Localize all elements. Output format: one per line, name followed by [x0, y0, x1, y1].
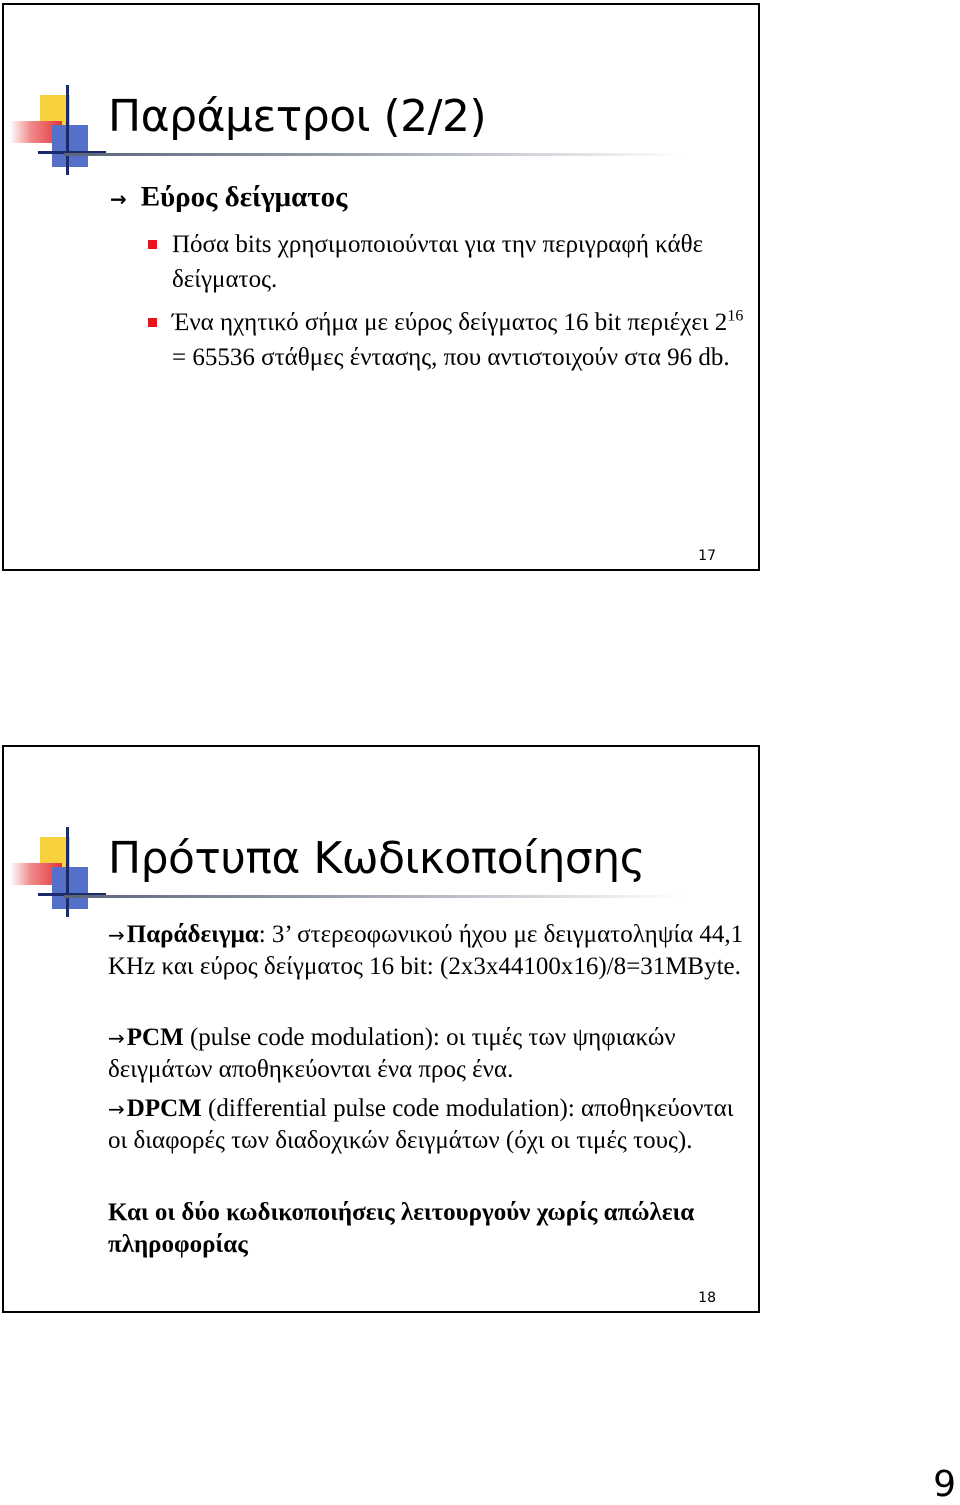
arrow-icon: →	[108, 1097, 125, 1121]
bullet-text-post: = 65536 στάθμες έντασης, που αντιστοιχούν στα 96 db.	[172, 344, 730, 371]
paragraph-text: (differential pulse code modulation): αποθηκεύονται οι διαφορές των διαδοχικών δειγμάτων (όχι οι τιμές τους).	[108, 1095, 734, 1154]
paragraph-label: Παράδειγμα	[126, 921, 259, 948]
paragraph-dpcm	[108, 1093, 748, 1157]
bullet-text-pre: Ένα ηχητικό σήμα με εύρος δείγματος 16 bit περιέχει 2	[172, 309, 728, 336]
arrow-icon: →	[108, 923, 125, 947]
slide-logo-icon	[10, 85, 110, 185]
section-heading	[110, 181, 347, 214]
paragraph-label: DPCM	[126, 1095, 202, 1122]
slide-17	[2, 3, 760, 571]
conclusion-text: Και οι δύο κωδικοποιήσεις λειτουργούν χωρίς απώλεια πληροφορίας	[108, 1199, 695, 1258]
page-number: 18	[698, 1290, 716, 1306]
bullet-list	[148, 227, 748, 383]
exponent: 16	[727, 307, 744, 325]
slide-18	[2, 745, 760, 1313]
page-number: 17	[698, 548, 716, 564]
arrow-icon: →	[110, 187, 127, 211]
heading-text: Εύρος δείγματος	[140, 181, 348, 213]
paragraph-example	[108, 919, 748, 983]
slide-logo-icon	[10, 827, 110, 927]
paragraph-text: (pulse code modulation): οι τιμές των ψηφιακών δειγμάτων αποθηκεύονται ένα προς ένα.	[108, 1024, 676, 1083]
paragraph-pcm	[108, 1022, 748, 1086]
red-square-bullet-icon	[148, 240, 157, 249]
slide-title: Παράμετροι (2/2)	[108, 91, 487, 142]
sheet-number: 9	[933, 1464, 956, 1505]
list-item	[148, 227, 748, 297]
arrow-icon: →	[108, 1026, 125, 1050]
paragraph-label: PCM	[126, 1024, 184, 1051]
bullet-text: Πόσα bits χρησιμοποιούνται για την περιγραφή κάθε δείγματος.	[172, 231, 704, 293]
paragraph-text: : 3’ στερεοφωνικού ήχου με δειγματοληψία 44,1 KHz και εύρος δείγματος 16 bit: (2x3x44100x16)/8=31MByte.	[108, 921, 744, 980]
red-square-bullet-icon	[148, 318, 157, 327]
list-item	[148, 305, 748, 375]
slide-title: Πρότυπα Κωδικοποίησης	[108, 833, 646, 884]
title-underline	[64, 895, 684, 898]
title-underline	[64, 153, 684, 156]
